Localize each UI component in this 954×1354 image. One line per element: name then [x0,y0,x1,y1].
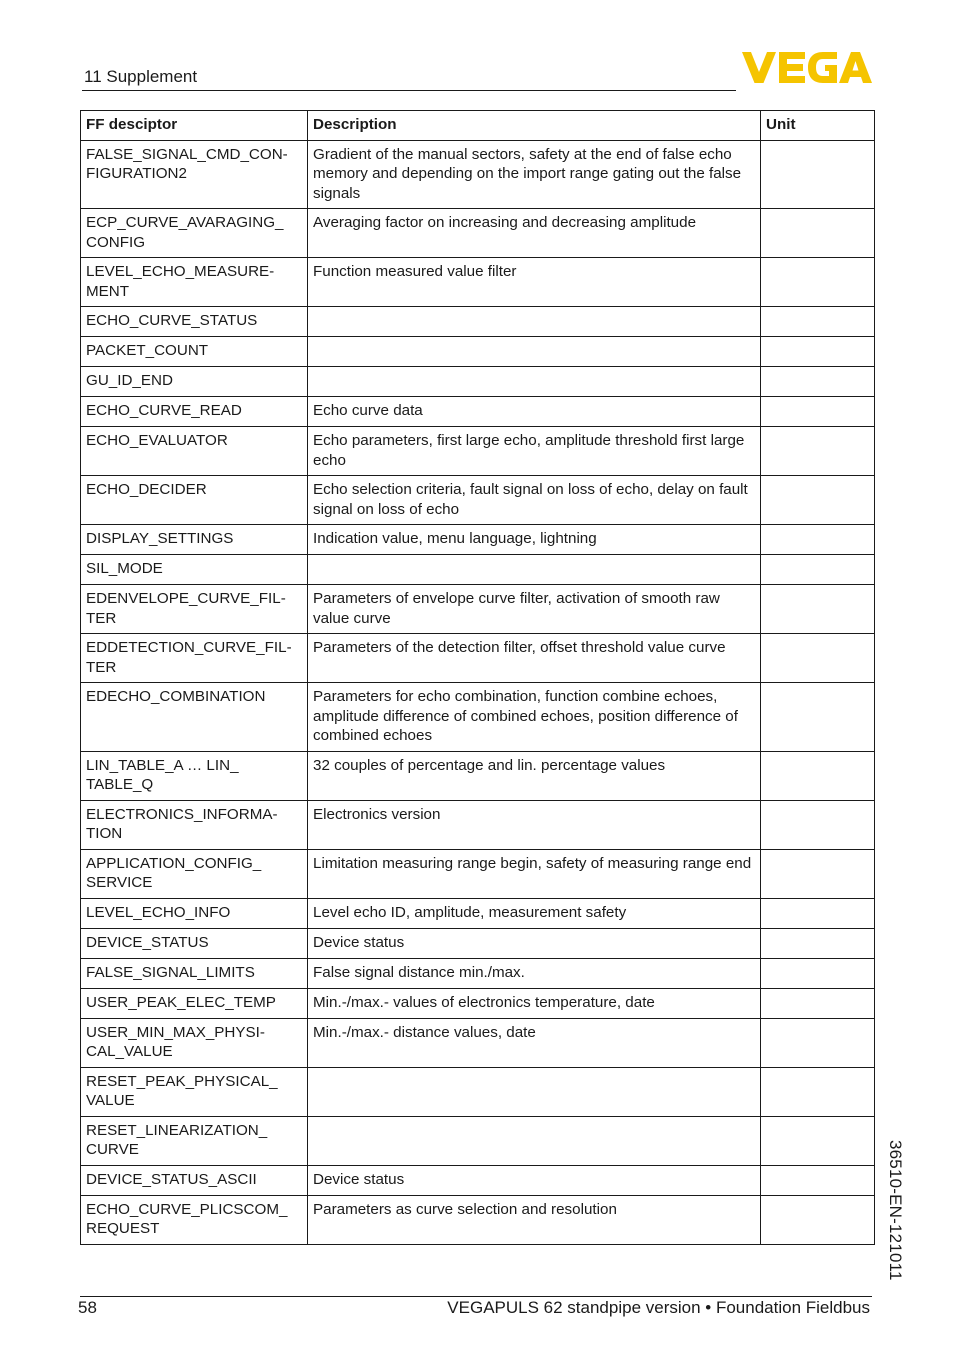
unit-cell [761,1195,875,1244]
description-cell: Echo parameters, first large echo, amplitude threshold first large echo [308,427,761,476]
ff-descriptor-cell: DEVICE_STATUS_ASCII [81,1165,308,1195]
description-cell: Parameters of the detection filter, offset threshold value curve [308,634,761,683]
footer-divider [80,1296,872,1297]
unit-cell [761,1165,875,1195]
table-row [81,849,875,898]
table-row [81,958,875,988]
ff-descriptor-cell: DEVICE_STATUS [81,928,308,958]
table-row [81,683,875,752]
ff-descriptor-cell: EDECHO_COMBINATION [81,683,308,752]
unit-cell [761,525,875,555]
ff-descriptor-cell: ECHO_CURVE_PLICSCOM_ REQUEST [81,1195,308,1244]
ff-descriptor-cell: USER_PEAK_ELEC_TEMP [81,988,308,1018]
table-row [81,307,875,337]
table-header-row [81,111,875,141]
table-row [81,800,875,849]
ff-descriptor-cell: SIL_MODE [81,555,308,585]
unit-cell [761,258,875,307]
table-row [81,427,875,476]
description-cell [308,337,761,367]
description-cell: Gradient of the manual sectors, safety at the end of false echo memory and depending on the import range gating out the false signals [308,140,761,209]
ff-descriptor-cell: USER_MIN_MAX_PHYSI- CAL_VALUE [81,1018,308,1067]
ff-descriptor-cell: EDENVELOPE_CURVE_FIL- TER [81,585,308,634]
ff-descriptor-cell: ELECTRONICS_INFORMA- TION [81,800,308,849]
table-row [81,209,875,258]
ff-descriptor-cell: ECHO_CURVE_STATUS [81,307,308,337]
description-cell: Level echo ID, amplitude, measurement safety [308,898,761,928]
table-row [81,634,875,683]
description-cell [308,367,761,397]
ff-descriptor-cell: ECP_CURVE_AVARAGING_ CONFIG [81,209,308,258]
unit-cell [761,1018,875,1067]
description-cell: Parameters of envelope curve filter, activation of smooth raw value curve [308,585,761,634]
ff-descriptor-cell: LIN_TABLE_A … LIN_ TABLE_Q [81,751,308,800]
unit-cell [761,397,875,427]
unit-cell [761,476,875,525]
unit-cell [761,928,875,958]
section-title: 11 Supplement [84,67,198,86]
table-row [81,1067,875,1116]
unit-cell [761,209,875,258]
description-cell: Function measured value filter [308,258,761,307]
ff-descriptor-cell: RESET_LINEARIZATION_ CURVE [81,1116,308,1165]
table-row [81,476,875,525]
description-cell: Echo curve data [308,397,761,427]
unit-cell [761,367,875,397]
ff-descriptor-cell: APPLICATION_CONFIG_ SERVICE [81,849,308,898]
unit-cell [761,988,875,1018]
description-cell [308,307,761,337]
ff-descriptor-cell: ECHO_CURVE_READ [81,397,308,427]
unit-cell [761,898,875,928]
table-row [81,525,875,555]
unit-cell [761,849,875,898]
description-cell: Device status [308,1165,761,1195]
description-cell: False signal distance min./max. [308,958,761,988]
ff-descriptor-cell: FALSE_SIGNAL_CMD_CON- FIGURATION2 [81,140,308,209]
ff-descriptor-cell: PACKET_COUNT [81,337,308,367]
unit-cell [761,555,875,585]
description-cell: Min.-/max.- distance values, date [308,1018,761,1067]
description-cell: Min.-/max.- values of electronics temperature, date [308,988,761,1018]
unit-cell [761,958,875,988]
table-row [81,258,875,307]
ff-descriptor-cell: DISPLAY_SETTINGS [81,525,308,555]
ff-descriptor-cell: LEVEL_ECHO_INFO [81,898,308,928]
table-row [81,367,875,397]
table-row [81,555,875,585]
ff-descriptor-cell: RESET_PEAK_PHYSICAL_ VALUE [81,1067,308,1116]
unit-cell [761,140,875,209]
unit-cell [761,1116,875,1165]
table-row [81,1165,875,1195]
unit-cell [761,585,875,634]
page-number: 58 [78,1298,97,1317]
table-row [81,140,875,209]
document-code: 36510-EN-121011 [886,1140,905,1281]
description-cell: Parameters for echo combination, function combine echoes, amplitude difference of combined echoes, position difference of combined echoes [308,683,761,752]
table-row [81,751,875,800]
unit-cell [761,751,875,800]
column-header-ff-descriptor: FF desciptor [81,111,308,141]
ff-descriptor-cell: EDDETECTION_CURVE_FIL- TER [81,634,308,683]
unit-cell [761,800,875,849]
description-cell: Limitation measuring range begin, safety of measuring range end [308,849,761,898]
table-row [81,585,875,634]
ff-descriptor-cell: GU_ID_END [81,367,308,397]
table-row [81,1116,875,1165]
description-cell [308,1116,761,1165]
table-body [81,140,875,1244]
description-cell [308,555,761,585]
description-cell [308,1067,761,1116]
description-cell: Echo selection criteria, fault signal on loss of echo, delay on fault signal on loss of echo [308,476,761,525]
column-header-unit: Unit [761,111,875,141]
description-cell: Device status [308,928,761,958]
ff-descriptor-cell: ECHO_DECIDER [81,476,308,525]
unit-cell [761,337,875,367]
header-divider [82,90,736,91]
table-row [81,1195,875,1244]
ff-descriptor-cell: FALSE_SIGNAL_LIMITS [81,958,308,988]
table-row [81,928,875,958]
vega-logo [742,52,872,83]
ff-descriptor-table [80,110,875,1245]
column-header-description: Description [308,111,761,141]
description-cell: 32 couples of percentage and lin. percentage values [308,751,761,800]
table-row [81,337,875,367]
ff-descriptor-cell: LEVEL_ECHO_MEASURE- MENT [81,258,308,307]
description-cell: Averaging factor on increasing and decreasing amplitude [308,209,761,258]
description-cell: Parameters as curve selection and resolution [308,1195,761,1244]
unit-cell [761,427,875,476]
unit-cell [761,634,875,683]
table-row [81,898,875,928]
description-cell: Electronics version [308,800,761,849]
unit-cell [761,683,875,752]
unit-cell [761,307,875,337]
description-cell: Indication value, menu language, lightning [308,525,761,555]
unit-cell [761,1067,875,1116]
table-row [81,988,875,1018]
table-row [81,1018,875,1067]
ff-descriptor-cell: ECHO_EVALUATOR [81,427,308,476]
table-row [81,397,875,427]
document-title: VEGAPULS 62 standpipe version • Foundation Fieldbus [447,1298,870,1317]
